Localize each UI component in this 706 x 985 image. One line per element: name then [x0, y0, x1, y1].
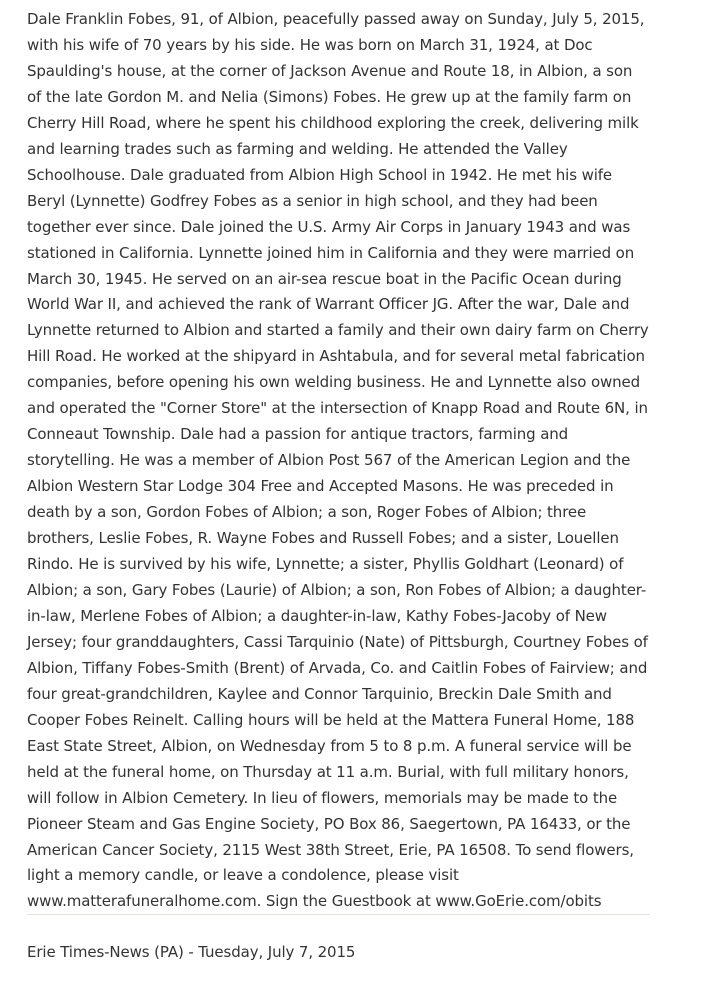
- publication-source: Erie Times-News (PA) - Tuesday, July 7, 2015: [27, 943, 356, 961]
- section-divider: [27, 914, 650, 915]
- obituary-text: Dale Franklin Fobes, 91, of Albion, peacefully passed away on Sunday, July 5, 2015, with his wife of 70 years by his side. He was born on March 31, 1924, at Doc Spaulding's house, at the corner of Jackson Avenue and Route 18, in Albion, a son of the late Gordon M. and Nelia (Simons) Fobes. He grew up at the family farm on Cherry Hill Road, where he spent his childhood exploring the creek, delivering milk and learning trades such as farming and welding. He attended the Valley Schoolhouse. Dale graduated from Albion High School in 1942. He met his wife Beryl (Lynnette) Godfrey Fobes as a senior in high school, and they had been together ever since. Dale joined the U.S. Army Air Corps in January 1943 and was stationed in California. Lynnette joined him in California and they were married on March 30, 1945. He served on an air-sea rescue boat in the Pacific Ocean during World War II, and achieved the rank of Warrant Officer JG. After the war, Dale and Lynnette returned to Albion and started a family and their own dairy farm on Cherry Hill Road. He worked at the shipyard in Ashtabula, and for several metal fabrication companies, before opening his own welding business. He and Lynnette also owned and operated the "Corner Store" at the intersection of Knapp Road and Route 6N, in Conneaut Township. Dale had a passion for antique tractors, farming and storytelling. He was a member of Albion Post 567 of the American Legion and the Albion Western Star Lodge 304 Free and Accepted Masons. He was preceded in death by a son, Gordon Fobes of Albion; a son, Roger Fobes of Albion; three brothers, Leslie Fobes, R. Wayne Fobes and Russell Fobes; and a sister, Louellen Rindo. He is survived by his wife, Lynnette; a sister, Phyllis Goldhart (Leonard) of Albion; a son, Gary Fobes (Laurie) of Albion; a son, Ron Fobes of Albion; a daughter-in-law, Merlene Fobes of Albion; a daughter-in-law, Kathy Fobes-Jacoby of New Jersey; four granddaughters, Cassi Tarquinio (Nate) of Pittsburgh, Courtney Fobes of Albion, Tiffany Fobes-Smith (Brent) of Arvada, Co. and Caitlin Fobes of Fairview; and four great-grandchildren, Kaylee and Connor Tarquinio, Breckin Dale Smith and Cooper Fobes Reinelt. Calling hours will be held at the Mattera Funeral Home, 188 East State Street, Albion, on Wednesday from 5 to 8 p.m. A funeral service will be held at the funeral home, on Thursday at 11 a.m. Burial, with full military honors, will follow in Albion Cemetery. In lieu of flowers, memorials may be made to the Pioneer Steam and Gas Engine Society, PO Box 86, Saegertown, PA 16433, or the American Cancer Society, 2115 West 38th Street, Erie, PA 16508. To send flowers, light a memory candle, or leave a condolence, please visit www.matterafuneralhome.com. Sign the Guestbook at www.GoErie.com/obits: [27, 10, 649, 911]
- obituary-article: [27, 7, 651, 915]
